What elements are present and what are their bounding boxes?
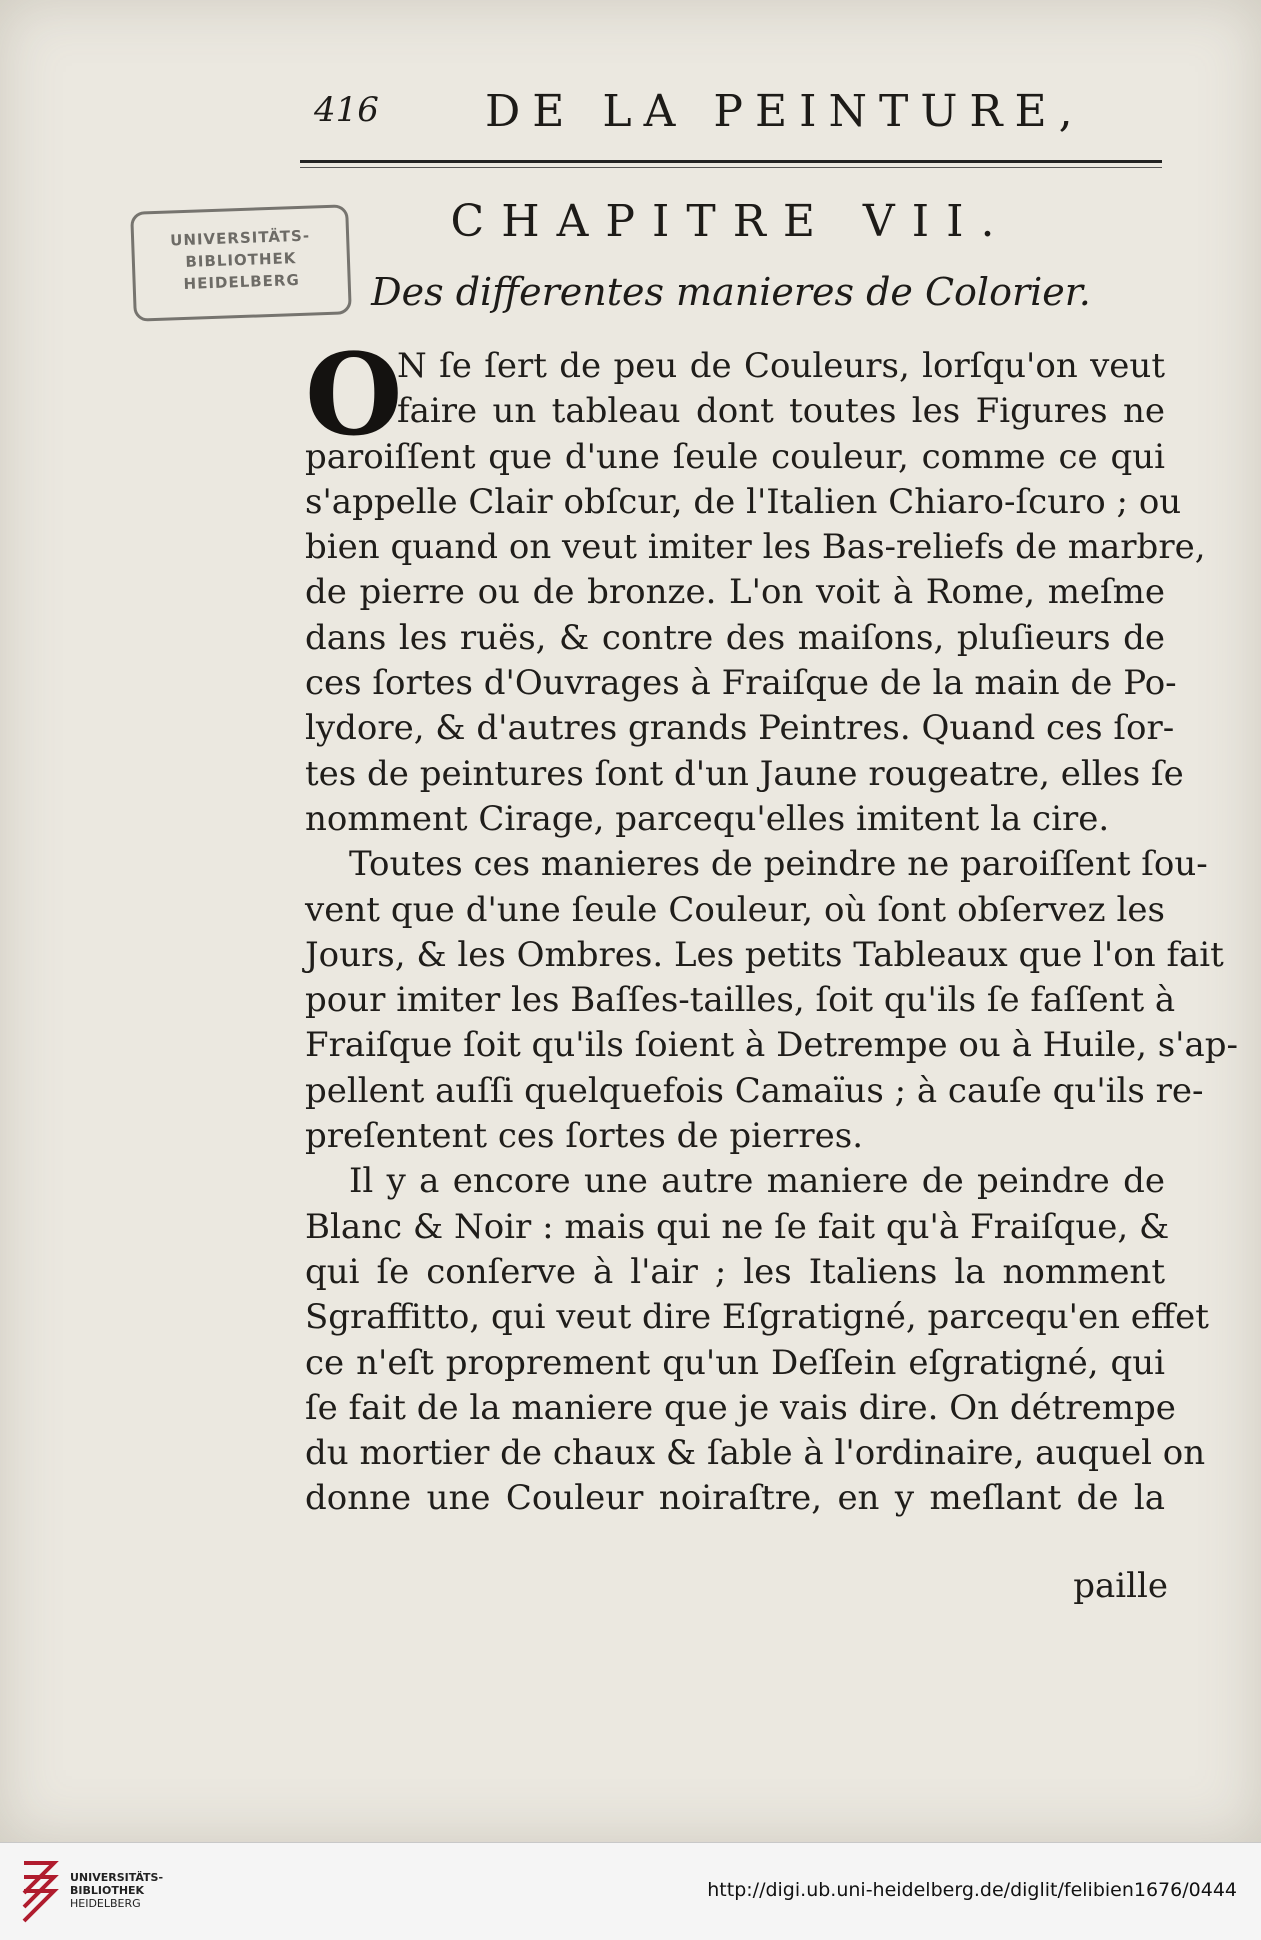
text-line: s'appelle Clair obſcur, de l'Italien Chiaro-ſcuro ; ou	[305, 481, 1182, 522]
permalink-url[interactable]: http://digi.ub.uni-heidelberg.de/diglit/felibien1676/0444	[707, 1879, 1237, 1901]
text-line: preſentent ces ſortes de pierres.	[305, 1116, 863, 1157]
text-line: qui ſe conſerve à l'air ; les Italiens la nomment	[305, 1251, 1165, 1292]
text-line: ce n'eſt proprement qu'un Deſſein eſgratigné, qui	[305, 1342, 1165, 1383]
header-rule	[300, 160, 1162, 168]
text-line: ces ſortes d'Ouvrages à Fraiſque de la main de Po-	[305, 663, 1177, 704]
running-title: DE LA PEINTURE,	[485, 86, 1085, 137]
stamp-line: HEIDELBERG	[183, 270, 301, 294]
stamp-line: BIBLIOTHEK	[185, 249, 297, 271]
text-line: dans les ruës, & contre des maiſons, pluſieurs de	[305, 617, 1165, 658]
text-line: tes de peintures ſont d'un Jaune rougeatre, elles ſe	[305, 753, 1184, 794]
paragraph-2	[305, 842, 1239, 1159]
text-line: paroiſſent que d'une ſeule couleur, comme ce qui	[305, 436, 1165, 477]
text-line: Fraiſque ſoit qu'ils ſoient à Detrempe ou à Huile, s'ap-	[305, 1025, 1239, 1066]
footer-lib-line: BIBLIOTHEK	[70, 1884, 145, 1897]
page-number: 416	[314, 90, 379, 130]
drop-cap-letter: O	[305, 330, 403, 461]
text-line: nomment Cirage, parcequ'elles imitent la cire.	[305, 798, 1110, 839]
text-line: donne une Couleur noiraſtre, en y meſlant de la	[305, 1478, 1165, 1519]
text-line: vent que d'une ſeule Couleur, où ſont obſervez les	[305, 889, 1165, 930]
footer-library-name	[70, 1871, 163, 1910]
text-line: pour imiter les Baſſes-tailles, ſoit qu'ils ſe faſſent à	[305, 980, 1176, 1021]
running-head	[300, 72, 1160, 137]
text-line: Il y a encore une autre maniere de peindre de	[349, 1161, 1165, 1202]
text-line: du mortier de chaux & ſable à l'ordinaire, auquel on	[305, 1433, 1206, 1474]
text-line: faire un tableau dont toutes les Figures ne	[397, 391, 1165, 432]
body-text	[305, 344, 1239, 1522]
text-line: lydore, & d'autres grands Peintres. Quand ces ſor-	[305, 708, 1175, 749]
text-line: Blanc & Noir : mais qui ne ſe fait qu'à Fraiſque, &	[305, 1206, 1170, 1247]
text-line: ſe fait de la maniere que je vais dire. On détrempe	[305, 1387, 1176, 1428]
text-line: Toutes ces manieres de peindre ne paroiſſent ſou-	[349, 844, 1208, 885]
text-line: Sgraffitto, qui veut dire Eſgratigné, parcequ'en effet	[305, 1297, 1209, 1338]
stamp-line: UNIVERSITÄTS-	[169, 226, 311, 250]
text-line: Jours, & les Ombres. Les petits Tableaux que l'on fait	[305, 934, 1224, 975]
paragraph-3	[305, 1159, 1209, 1521]
text-line: pellent auſſi quelquefois Camaïus ; à cauſe qu'ils re-	[305, 1070, 1204, 1111]
chapter-title: Des differentes manieres de Colorier.	[371, 270, 1091, 314]
text-line: N ſe ſert de peu de Couleurs, lorſqu'on veut	[397, 346, 1165, 386]
text-line: bien quand on veut imiter les Bas-reliefs de marbre,	[305, 527, 1206, 568]
paragraph-1	[305, 344, 1206, 842]
footer-lib-line: UNIVERSITÄTS-	[70, 1871, 164, 1884]
footer-bar	[0, 1842, 1261, 1940]
text-line: de pierre ou de bronze. L'on voit à Rome, meſme	[305, 572, 1165, 613]
university-logo-icon[interactable]	[14, 1859, 62, 1923]
catchword: paille	[1073, 1566, 1168, 1606]
chapter-heading: CHAPITRE VII.	[450, 196, 1012, 247]
footer-lib-line: HEIDELBERG	[70, 1897, 141, 1910]
